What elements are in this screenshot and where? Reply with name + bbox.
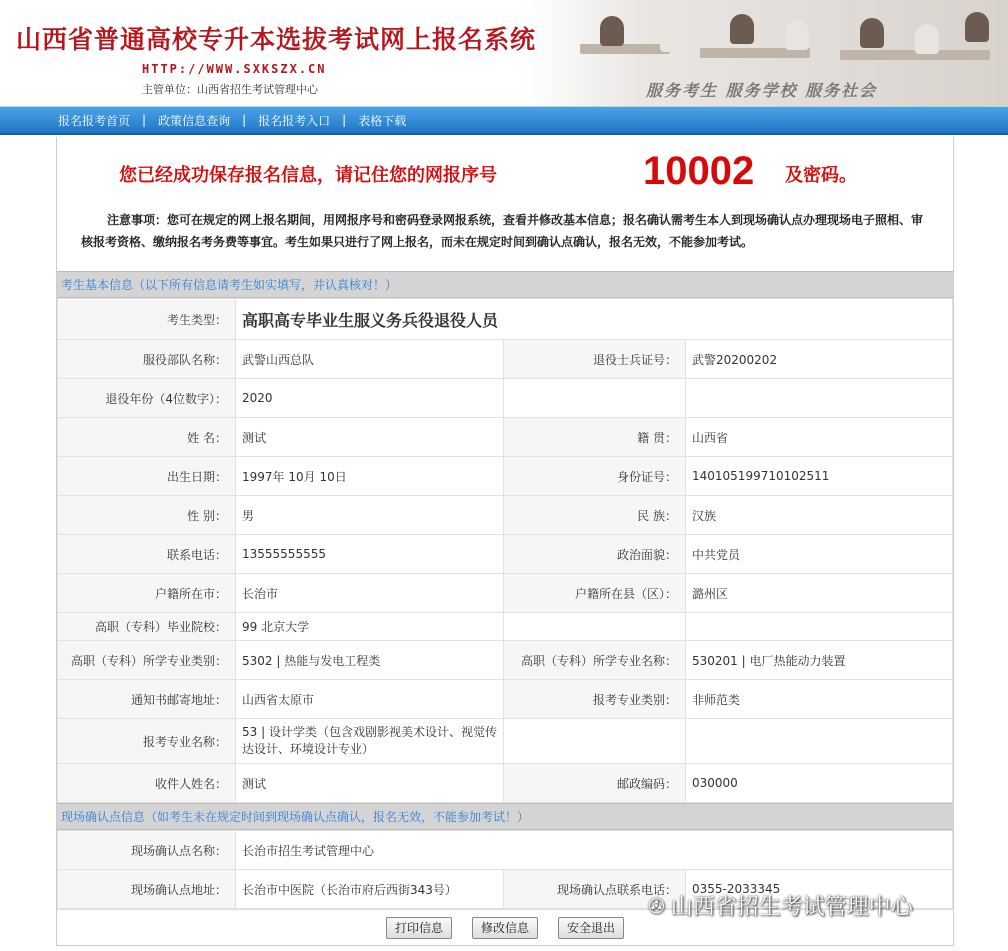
birth-label: 出生日期： bbox=[58, 457, 236, 496]
nav-policy[interactable]: 政策信息查询 bbox=[158, 113, 231, 128]
sex-value: 男 bbox=[236, 496, 504, 535]
siteaddr-value: 长治市中医院（长治市府后西街343号） bbox=[236, 870, 504, 909]
main-panel bbox=[56, 137, 954, 946]
id-label: 身份证号： bbox=[504, 457, 686, 496]
cert-value: 武警20200202 bbox=[686, 340, 953, 379]
phone-value: 13555555555 bbox=[236, 535, 504, 574]
notice-text: 注意事项：您可在规定的网上报名期间，用网报序号和密码登录网报系统，查看并修改基本信息；报名确认需考生本人到现场确认点办理现场电子照相、审核报考资格、缴纳报名考务费等事宜。考生如果只进行了网上报名，而未在规定时间到确认点确认，报名无效，不能参加考试。 bbox=[81, 213, 924, 249]
majorname-value: 530201 | 电厂热能动力装置 bbox=[686, 641, 953, 680]
wechat-icon: ✇ bbox=[648, 893, 665, 918]
slogan: 服务考生 服务学校 服务社会 bbox=[646, 81, 878, 100]
majorcat-label: 高职（专科）所学专业类别： bbox=[58, 641, 236, 680]
section-basic-info: 考生基本信息（以下所有信息请考生如实填写，并认真核对！） bbox=[57, 271, 953, 298]
school-value: 99 北京大学 bbox=[236, 613, 504, 641]
watermark-text: 山西省招生考试管理中心 bbox=[670, 895, 913, 920]
registration-number: 10002 bbox=[643, 149, 755, 193]
site-label: 现场确认点名称： bbox=[58, 831, 236, 870]
basic-info-table bbox=[57, 298, 953, 803]
id-value: 140105199710102511 bbox=[686, 457, 953, 496]
majorname-label: 高职（专科）所学专业名称： bbox=[504, 641, 686, 680]
edit-button[interactable]: 修改信息 bbox=[472, 917, 538, 939]
applycat-label: 报考专业类别： bbox=[504, 680, 686, 719]
party-label: 政治面貌： bbox=[504, 535, 686, 574]
name-label: 姓 名： bbox=[58, 418, 236, 457]
type-value: 高职高专毕业生服义务兵役退役人员 bbox=[236, 299, 953, 340]
site-title: 山西省普通高校专升本选拔考试网上报名系统 bbox=[16, 25, 537, 54]
host-unit: 主管单位：山西省招生考试管理中心 bbox=[142, 83, 318, 96]
ethnic-label: 民 族： bbox=[504, 496, 686, 535]
unit-label: 服役部队名称： bbox=[58, 340, 236, 379]
zip-label: 邮政编码： bbox=[504, 764, 686, 803]
site-value: 长治市招生考试管理中心 bbox=[236, 831, 953, 870]
siteaddr-label: 现场确认点地址： bbox=[58, 870, 236, 909]
county-value: 潞州区 bbox=[686, 574, 953, 613]
sitephone-label: 现场确认点联系电话： bbox=[504, 870, 686, 909]
city-value: 长治市 bbox=[236, 574, 504, 613]
watermark bbox=[648, 890, 913, 921]
sitephone-value: 0355-2033345 bbox=[686, 870, 953, 909]
recipient-label: 收件人姓名： bbox=[58, 764, 236, 803]
top-nav: 报名报考首页 | 政策信息查询 | 报名报考入口 | 表格下载 bbox=[0, 107, 1008, 135]
recipient-value: 测试 bbox=[236, 764, 504, 803]
banner-photo bbox=[560, 0, 1008, 70]
origin-label: 籍 贯： bbox=[504, 418, 686, 457]
addr-label: 通知书邮寄地址： bbox=[58, 680, 236, 719]
year-value: 2020 bbox=[236, 379, 504, 418]
type-label: 考生类型： bbox=[58, 299, 236, 340]
school-label: 高职（专科）毕业院校： bbox=[58, 613, 236, 641]
zip-value: 030000 bbox=[686, 764, 953, 803]
site-url[interactable]: HTTP://WWW.SXKSZX.CN bbox=[142, 62, 327, 76]
nav-entry[interactable]: 报名报考入口 bbox=[258, 113, 331, 128]
success-message: 您已经成功保存报名信息，请记住您的网报序号 bbox=[119, 165, 497, 186]
nav-home[interactable]: 报名报考首页 bbox=[58, 113, 131, 128]
birth-value: 1997年 10月 10日 bbox=[236, 457, 504, 496]
success-banner bbox=[57, 137, 953, 199]
ethnic-value: 汉族 bbox=[686, 496, 953, 535]
nav-download[interactable]: 表格下载 bbox=[358, 113, 407, 128]
origin-value: 山西省 bbox=[686, 418, 953, 457]
applymajor-label: 报考专业名称： bbox=[58, 719, 236, 764]
applycat-value: 非师范类 bbox=[686, 680, 953, 719]
cert-label: 退役士兵证号： bbox=[504, 340, 686, 379]
phone-label: 联系电话： bbox=[58, 535, 236, 574]
section-site-info: 现场确认点信息（如考生未在规定时间到现场确认点确认，报名无效，不能参加考试！） bbox=[57, 803, 953, 830]
header-banner bbox=[0, 0, 1008, 107]
party-value: 中共党员 bbox=[686, 535, 953, 574]
sex-label: 性 别： bbox=[58, 496, 236, 535]
applymajor-value: 53 | 设计学类（包含戏剧影视美术设计、视觉传达设计、环境设计专业） bbox=[236, 719, 504, 764]
addr-value: 山西省太原市 bbox=[236, 680, 504, 719]
print-button[interactable]: 打印信息 bbox=[386, 917, 452, 939]
majorcat-value: 5302 | 热能与发电工程类 bbox=[236, 641, 504, 680]
logout-button[interactable]: 安全退出 bbox=[558, 917, 624, 939]
success-suffix: 及密码。 bbox=[785, 165, 857, 186]
name-value: 测试 bbox=[236, 418, 504, 457]
year-label: 退役年份（4位数字）： bbox=[58, 379, 236, 418]
unit-value: 武警山西总队 bbox=[236, 340, 504, 379]
city-label: 户籍所在市： bbox=[58, 574, 236, 613]
county-label: 户籍所在县（区）： bbox=[504, 574, 686, 613]
